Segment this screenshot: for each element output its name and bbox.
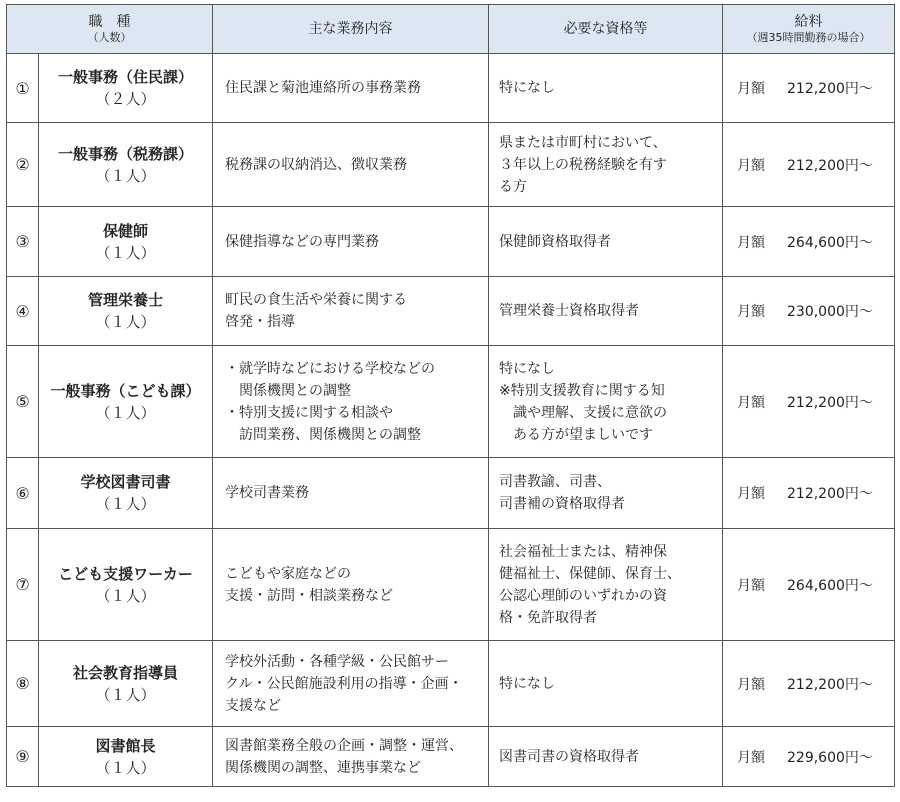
header-job-sub: （人数）: [87, 31, 132, 44]
job-cell: [39, 346, 213, 458]
table-header-row: [7, 5, 895, 54]
job-count: （１人）: [95, 243, 156, 262]
qualifications-cell: [489, 123, 723, 207]
row-number: ⑤: [7, 346, 39, 458]
job-cell: [39, 641, 213, 727]
table-row: [7, 346, 895, 458]
duty-line: 訪問業務、関係機関との調整: [225, 426, 421, 443]
duty-line: 啓発・指導: [225, 314, 295, 330]
job-cell: [39, 277, 213, 346]
duty-line: 関係機関との調整: [225, 382, 351, 399]
duty-line: ・就学時などにおける学校などの: [225, 360, 435, 377]
job-title: こども支援ワーカー: [58, 564, 193, 583]
salary-label: 月額: [737, 676, 765, 693]
job-title: 一般事務（住民課）: [57, 68, 193, 86]
header-duties: 主な業務内容: [213, 5, 489, 54]
duty-line: 学校司書業務: [225, 485, 309, 501]
job-cell: [39, 529, 213, 641]
table-row: [7, 277, 895, 346]
salary-label: 月額: [737, 81, 765, 97]
table-row: [7, 529, 895, 641]
qualification-line: 司書教諭、司書、: [499, 474, 611, 490]
qualification-line: 健福祉士、保健師、保育士、: [499, 565, 681, 582]
qualification-line: 格・免許取得者: [499, 609, 597, 626]
recruitment-table: [6, 4, 895, 787]
duty-line: こどもや家庭などの: [225, 565, 351, 582]
header-qualifications: 必要な資格等: [489, 5, 723, 54]
salary-label: 月額: [737, 157, 765, 174]
qualification-line: 特になし: [499, 360, 555, 377]
qualification-line: 司書補の資格取得者: [499, 496, 625, 512]
job-cell: [39, 207, 213, 277]
job-title: 一般事務（税務課）: [57, 144, 193, 163]
qualifications-cell: [489, 641, 723, 727]
header-salary: [723, 5, 895, 54]
qualification-line: ３年以上の税務経験を有す: [499, 156, 667, 173]
row-number: ⑦: [7, 529, 39, 641]
duties-cell: [213, 123, 489, 207]
salary-cell: [723, 123, 895, 207]
job-title: 図書館長: [95, 736, 156, 755]
job-title: 保健師: [102, 221, 148, 240]
header-salary-label: 給料: [794, 14, 823, 30]
duties-cell: [213, 529, 489, 641]
qualification-line: ※特別支援教育に関する知: [499, 382, 665, 399]
salary-cell: [723, 641, 895, 727]
row-number: ②: [7, 123, 39, 207]
salary-cell: [723, 529, 895, 641]
job-count: （２人）: [95, 90, 156, 108]
qualifications-cell: [489, 458, 723, 529]
job-title: 一般事務（こども課）: [50, 381, 201, 400]
duties-cell: [213, 458, 489, 529]
salary-amount: 212,200円～: [787, 486, 873, 502]
salary-label: 月額: [737, 577, 765, 594]
qualification-line: 管理栄養士資格取得者: [499, 303, 639, 319]
salary-amount: 212,200円～: [787, 81, 873, 97]
salary-label: 月額: [737, 486, 765, 502]
salary-label: 月額: [737, 749, 765, 766]
duty-line: 保健指導などの専門業務: [225, 233, 379, 250]
qualification-line: 特になし: [499, 675, 555, 692]
duty-line: 住民課と菊池連絡所の事務業務: [225, 80, 421, 96]
qualifications-cell: [489, 346, 723, 458]
job-title: 社会教育指導員: [72, 663, 178, 682]
job-cell: [39, 54, 213, 123]
qualifications-cell: [489, 529, 723, 641]
salary-cell: [723, 207, 895, 277]
job-count: （１人）: [95, 758, 156, 777]
qualification-line: 社会福祉士または、精神保: [499, 543, 667, 560]
job-title: 学校図書司書: [80, 473, 171, 491]
qualifications-cell: [489, 54, 723, 123]
qualification-line: 保健師資格取得者: [499, 233, 611, 250]
row-number: ③: [7, 207, 39, 277]
duties-cell: [213, 727, 489, 787]
salary-label: 月額: [737, 304, 765, 320]
header-job-label: 職 種: [88, 14, 131, 30]
duty-line: 税務課の収納消込、徴収業務: [225, 156, 407, 173]
salary-cell: [723, 277, 895, 346]
row-number: ④: [7, 277, 39, 346]
row-number: ⑥: [7, 458, 39, 529]
duty-line: 町民の食生活や栄養に関する: [225, 292, 407, 308]
qualification-line: 識や理解、支援に意欲の: [499, 404, 667, 421]
duty-line: 図書館業務全般の企画・調整・運営、: [225, 737, 463, 754]
header-job: [7, 5, 213, 54]
duty-line: 関係機関の調整、連携事業など: [225, 759, 421, 776]
qualification-line: 特になし: [499, 80, 555, 96]
salary-amount: 212,200円～: [787, 676, 873, 693]
duty-line: 支援・訪問・相談業務など: [225, 587, 393, 604]
salary-cell: [723, 727, 895, 787]
duties-cell: [213, 277, 489, 346]
job-count: （１人）: [95, 586, 156, 605]
salary-amount: 264,600円～: [787, 577, 873, 594]
job-cell: [39, 123, 213, 207]
table-row: [7, 207, 895, 277]
qualification-line: 県または市町村において、: [499, 134, 667, 151]
salary-amount: 212,200円～: [787, 394, 873, 411]
header-salary-sub: （週35時間勤務の場合）: [746, 31, 871, 44]
row-number: ①: [7, 54, 39, 123]
salary-cell: [723, 54, 895, 123]
duty-line: クル・公民館施設利用の指導・企画・: [225, 675, 463, 692]
duty-line: ・特別支援に関する相談や: [225, 404, 393, 421]
table-row: [7, 54, 895, 123]
duties-cell: [213, 207, 489, 277]
duty-line: 支援など: [225, 697, 281, 714]
row-number: ⑧: [7, 641, 39, 727]
duties-cell: [213, 346, 489, 458]
row-number: ⑨: [7, 727, 39, 787]
qualification-line: ある方が望ましいです: [499, 426, 653, 443]
qualifications-cell: [489, 207, 723, 277]
job-cell: [39, 727, 213, 787]
salary-amount: 264,600円～: [787, 234, 873, 251]
duties-cell: [213, 54, 489, 123]
table-row: [7, 458, 895, 529]
duty-line: 学校外活動・各種学級・公民館サー: [225, 653, 449, 670]
salary-amount: 212,200円～: [787, 157, 873, 174]
job-count: （１人）: [95, 313, 156, 331]
job-count: （１人）: [95, 166, 156, 185]
job-title: 管理栄養士: [87, 291, 163, 309]
salary-label: 月額: [737, 394, 765, 411]
qualification-line: る方: [499, 178, 527, 195]
job-count: （１人）: [95, 495, 156, 513]
salary-cell: [723, 458, 895, 529]
salary-amount: 230,000円～: [787, 304, 873, 320]
table-row: [7, 727, 895, 787]
qualification-line: 公認心理師のいずれかの資: [499, 587, 667, 604]
job-count: （１人）: [95, 403, 156, 422]
table-row: [7, 641, 895, 727]
salary-cell: [723, 346, 895, 458]
qualifications-cell: [489, 727, 723, 787]
table-row: [7, 123, 895, 207]
salary-amount: 229,600円～: [787, 749, 873, 766]
qualification-line: 図書司書の資格取得者: [499, 748, 639, 765]
duties-cell: [213, 641, 489, 727]
salary-label: 月額: [737, 234, 765, 251]
job-cell: [39, 458, 213, 529]
job-count: （１人）: [95, 685, 156, 704]
qualifications-cell: [489, 277, 723, 346]
